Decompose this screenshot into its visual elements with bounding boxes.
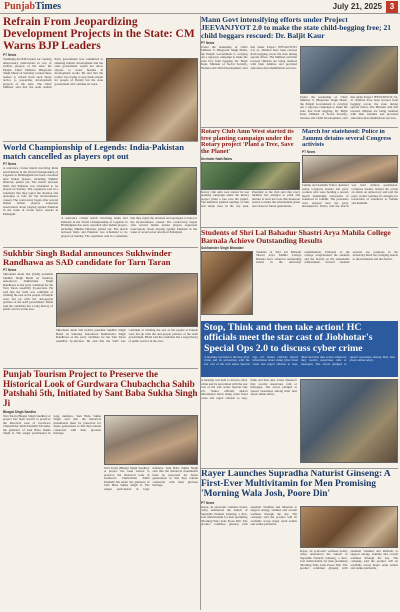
byline: Sukhwinder Singh Bhandari: [201, 245, 244, 250]
divider: [201, 127, 398, 128]
byline: PT News: [201, 40, 215, 45]
article-refrain: [3, 16, 198, 141]
headline: Rotary Club Amn West started its tree planting campaign under the Rotary project 'Plant a Tree, Save the Planet': [201, 129, 294, 156]
photo-students: [201, 251, 253, 315]
headline: Punjab Tourism Project to Preserve the Historical Look of Gurdwara Chubachcha Sahib Patshahi 5th, Initiated by Sant Baba Sukha Singh Ji: [3, 370, 198, 408]
byline: Devinder Nath Bains: [201, 156, 233, 161]
column-divider: [200, 16, 201, 610]
divider: [201, 227, 398, 228]
byline: PT News: [302, 150, 316, 155]
article-body: A meeting was held to discuss cyber crime and its prevention with the star cast of the web series Special Ops 2.0. Senior officials shared information about rising cyber fraud cases and urged citizens to stop, think and then take action whenever they receive suspicious calls or messages. The actors pledged to spread awareness among their fans about online safety.: [204, 355, 395, 366]
photo-sad-leaders: [56, 273, 198, 327]
article-body-continued: Shiromani Akali Dal (SAD) president Sukhbir Singh Badal on Saturday announced Sukhwinder Singh Randhawa as the party candidate for the Tarn Taran assembly by-election. He said that the SAD was confident of winning the seat as the people of Punjab were fed up with the anti-people policies of the AAP government. Badal said the candidate has a long history of public service in the area.: [56, 329, 198, 343]
divider: [3, 141, 198, 142]
byline: PT News: [3, 268, 17, 273]
article-body: Rotary club amn west started its tree planting campaign under the Rotary project 'plant a tree save the planet'. The members planted saplings of fruit and shady trees in the city park. President of the club said that every member has pledged to plant and nurture at least ten trees this monsoon season to make the environment green and clean for future generations.: [201, 190, 300, 208]
article-mann-govt: [201, 16, 398, 126]
article-body-continued: A meeting was held to discuss cyber crime and its prevention with the star cast of the web series Special Ops 2.0. Senior officials shared information about rising cyber fraud cases and urged citizens to stop, think and then take action whenever they receive suspicious calls or messages. The actors pledged to spread awareness among their fans about online safety.: [201, 379, 297, 400]
article-body-continued: Under the leadership of Chief Minister S. Bhagwant Singh Mann, the Punjab Government is carrying out a vigorous campaign to make the state free from begging. Dr. Baljit Kaur, Minister of Social Security, Women and Child Development, said that under Project JEEVANJYOT 2.0, 21 children have been rescued from begging across the state during special drives. The Minister said that rescued children are being reunited with their families and provided education and rehabilitation services.: [300, 95, 398, 120]
issue-date: July 21, 2025: [332, 2, 382, 11]
headline: Students of Shri Lal Bahadur Shastri Arya Mahila College Barnala Achieve Outstanding Results: [201, 229, 391, 245]
byline: PT News: [201, 500, 215, 505]
article-body-continued: Rayer, an ayurvedic wellness brand, today announced the launch of Supradha Naturist Ginseng, a first-ever multivitamin for men promising 'Morning Wala Josh, Poore Din'. The product combines ginseng with essential vitamins and minerals to support energy, stamina and overall wellness through the day. The company said the product will be available across major retail outlets and online platforms.: [300, 549, 398, 571]
byline: Bhagat Singh Sandhu: [3, 409, 37, 414]
photo-product-launch: [300, 506, 398, 548]
byline: PT News: [3, 53, 17, 58]
headline: Refrain From Jeopardizing Development Projects in the State: CM Warns BJP Leaders: [3, 16, 195, 53]
article-gurdwara: [3, 370, 198, 610]
article-body: Rayer, an ayurvedic wellness brand, today announced the launch of Supradha Naturist Ginseng, a first-ever multivitamin for men promising 'Morning Wala Josh, Poore Din'. The product combines ginseng with essential vitamins and minerals to support energy, stamina and overall wellness through the day. The company said the product will be available across major retail outlets and online platforms.: [201, 505, 297, 527]
photo-cyber-meeting: [300, 379, 398, 463]
article-body: Slamming the BJP leaders for creating unnecessary obstructions in way of welfare projects of the state, the Punjab Chief Minister Bhagwant Singh Mann on Saturday warned these leaders to refrain from such cheap tactics to jeopardize development projects of the state. The Chief Minister said that the Aam Aadmi Party government was committed to ensuring holistic development and the state government would not allow anyone to create hurdles in development works. He said that the Centre was trying to stop funds meant for people of Punjab but the state government will continue its work.: [3, 58, 103, 90]
headline: Stop, Think and then take action! HC officials meet the star cast of Jiobhotar's Special Ops 2.0 to discuss cyber crime: [204, 322, 373, 354]
divider: [3, 368, 198, 369]
logo-part-times: Times: [35, 1, 62, 12]
photo-jammu-protest: [302, 155, 398, 183]
article-body: Jammu and Kashmir Police detained senior Congress leaders and party workers who were holding a protest march demanding restoration of statehood in Jammu. The protesters were stopped near the party headquarters. Police said the march was held without permission. Congress leaders termed the action an attack on democracy and said the party would continue its struggle for restoration of statehood to Jammu and Kashmir.: [302, 184, 398, 209]
article-body: Students of Shri Lal Bahadur Shastri Arya Mahila College Barnala have achieved outstanding results in the university examinations. Principal of the college congratulated the students and the faculty on the remarkable achievement. Several students secured top positions in the university merit list, bringing laurels to the institution and the district.: [256, 250, 398, 265]
article-body: A relevance cricket match involving India and Pakistan in the World Championship of Legends in Birmingham has been cancelled after Indian players, including Shikhar Dhawan, pulled out. The match between India and Pakistan was scheduled to be played on Sunday. The organisers said in a statement that they regret the decision and apologise to fans for the inconvenience caused. The controversy began after several Indian former players expressed reservations about playing against Pakistan in the wake of recent terror attacks in Pahalgam.: [3, 167, 58, 216]
photo-gurdwara-gathering: [104, 415, 198, 465]
headline: World Championship of Legends: India-Pakistan match cancelled as players opt out: [3, 143, 184, 162]
article-stop-continued: [201, 379, 398, 467]
masthead: [0, 0, 400, 14]
article-sukhbir: [3, 249, 198, 367]
headline: Mann Govt intensifying efforts under Project JEEVANJYOT 2.0 to make the state child-begging free; 21 child beggars rescued: Dr. Baljit Kaur: [201, 16, 392, 40]
article-body-continued: Tarn Taran (Bhagat Singh Sandhu): A project has been started to preserve the historical look of Gurdwara Chubachcha Sahib Patshahi 5th under the guidance of Sant Baba Sukha Singh Ji. The sangat participated in large numbers. Sant Baba Sukha Singh said that the historical monuments must be preserved for future generations so that they remain connected with their glorious heritage.: [104, 466, 198, 491]
article-march: [302, 129, 398, 226]
newspaper-logo: [4, 1, 61, 12]
photo-cricket-players: [61, 167, 197, 215]
article-students: [201, 229, 398, 319]
article-body: Shiromani Akali Dal (SAD) president Sukhbir Singh Badal on Saturday announced Sukhwinder Singh Randhawa as the party candidate for the Tarn Taran assembly by-election. He said that the SAD was confident of winning the seat as the people of Punjab were fed up with the anti-people policies of the AAP government. Badal said the candidate has a long history of public service in the area.: [3, 273, 53, 312]
logo-part-punjab: Punjab: [4, 1, 36, 12]
page-number: 3: [386, 1, 398, 13]
article-rayer: [201, 470, 398, 610]
article-rotary: [201, 129, 300, 226]
byline: PT News: [3, 162, 17, 167]
headline: Rayer Launches Supradha Naturist Ginseng: A First-Ever Multivitamin for Men Promising 'Morning Wala Josh, Poore Din': [201, 470, 391, 499]
photo-cm-mann: [106, 58, 198, 141]
article-world-championship: [3, 143, 198, 246]
article-body-continued: A relevance cricket match involving India and Pakistan in the World Championship of Legends in Birmingham has been cancelled after Indian players, including Shikhar Dhawan, pulled out. The match between India and Pakistan was scheduled to be played on Sunday. The organisers said in a statement that they regret the decision and apologise to fans for the inconvenience caused. The controversy began after several Indian former players expressed reservations about playing against Pakistan in the wake of recent terror attacks in Pahalgam.: [61, 217, 197, 238]
headline: March for statehood: Police in Jammu detains several Congress activists: [302, 129, 392, 149]
photo-baljit-kaur: [300, 46, 398, 94]
divider: [201, 468, 398, 469]
divider: [3, 247, 198, 248]
article-body: Tarn Taran (Bhagat Singh Sandhu): A project has been started to preserve the historical look of Gurdwara Chubachcha Sahib Patshahi 5th under the guidance of Sant Baba Sukha Singh Ji. The sangat participated in large numbers. Sant Baba Sukha Singh said that the historical monuments must be preserved for future generations so that they remain connected with their glorious heritage.: [3, 414, 101, 436]
headline: Sukhbir Singh Badal announces Sukhwinder Randhawa as SAD candidate for Tarn Taran: [3, 249, 172, 268]
article-body: Under the leadership of Chief Minister S. Bhagwant Singh Mann, the Punjab Government is carrying out a vigorous campaign to make the state free from begging. Dr. Baljit Kaur, Minister of Social Security, Women and Child Development, said that under Project JEEVANJYOT 2.0, 21 children have been rescued from begging across the state during special drives. The Minister said that rescued children are being reunited with their families and provided education and rehabilitation services.: [201, 45, 297, 70]
photo-tree-planting: [201, 162, 300, 190]
article-stop-think: [201, 321, 398, 377]
